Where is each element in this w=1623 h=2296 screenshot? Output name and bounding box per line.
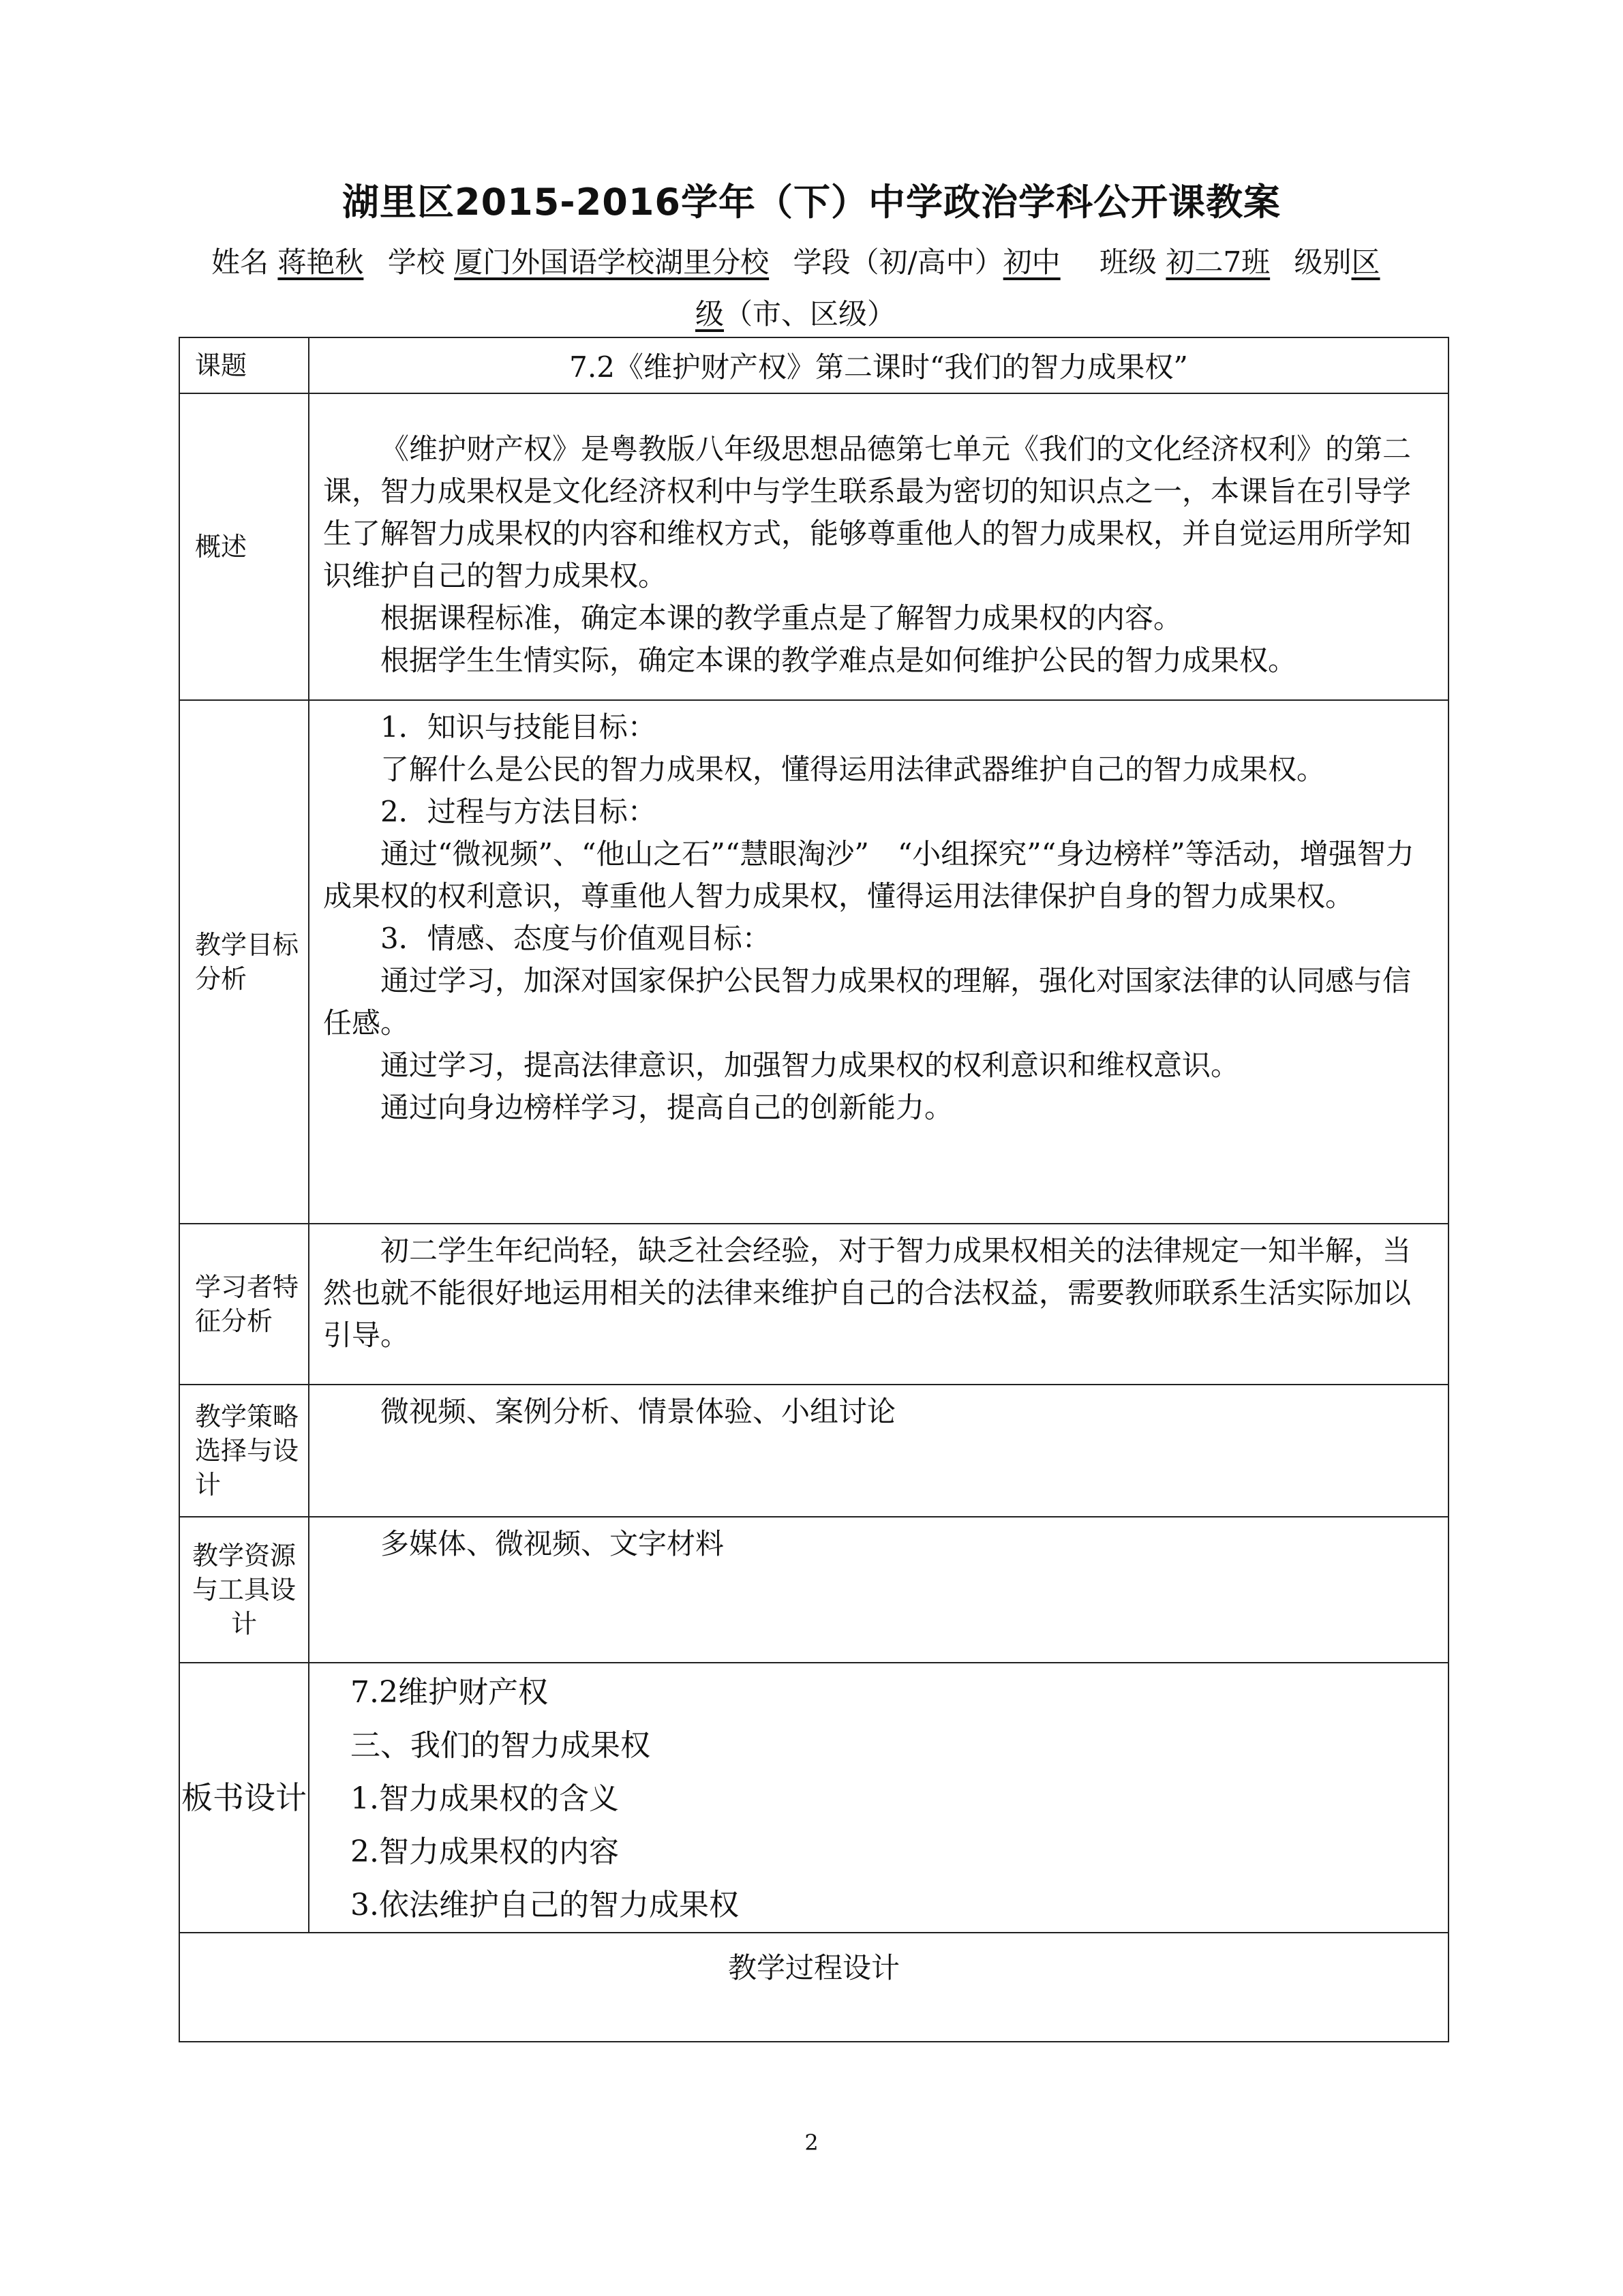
teacher-info-line-2 <box>695 292 896 333</box>
learners-label: 学习者特征分析 <box>179 1224 309 1385</box>
objective-heading: 2．过程与方法目标： <box>380 795 656 828</box>
school-label: 学校 <box>387 245 445 279</box>
board-line: 3.依法维护自己的智力成果权 <box>350 1888 739 1922</box>
objective-text: 通过“微视频”、“他山之石”“慧眼淘沙” “小组探究”“身边榜样”等活动，增强智力成果权的权利意识，尊重他人智力成果权，懂得运用法律保护自身的智力成果权。 <box>323 837 1414 913</box>
class-label: 班级 <box>1099 245 1157 279</box>
objectives-row <box>179 700 1448 1224</box>
teacher-info-line <box>211 240 1431 281</box>
page-title: 湖里区2015-2016学年（下）中学政治学科公开课教案 <box>342 181 1281 224</box>
resources-label: 教学资源与工具设计 <box>179 1517 309 1663</box>
board-content <box>309 1663 1448 1933</box>
stage-label: 学段（初/高中） <box>793 245 1003 279</box>
strategy-text: 微视频、案例分析、情景体验、小组讨论 <box>380 1395 896 1428</box>
page-number: 2 <box>804 2130 819 2156</box>
overview-label: 概述 <box>179 393 309 700</box>
overview-paragraph: 根据课程标准，确定本课的教学重点是了解智力成果权的内容。 <box>380 601 1183 635</box>
overview-paragraph: 根据学生生情实际，确定本课的教学难点是如何维护公民的智力成果权。 <box>380 644 1297 677</box>
board-line: 三、我们的智力成果权 <box>350 1728 650 1763</box>
objective-text: 了解什么是公民的智力成果权，懂得运用法律武器维护自己的智力成果权。 <box>380 753 1326 786</box>
class-value: 初二7班 <box>1166 245 1271 279</box>
board-row <box>179 1663 1448 1933</box>
objective-heading: 3．情感、态度与价值观目标： <box>380 922 771 955</box>
level-label: 级别 <box>1294 245 1352 279</box>
overview-paragraph: 《维护财产权》是粤教版八年级思想品德第七单元《我们的文化经济权利》的第二课，智力成果权是文化经济权利中与学生联系最为密切的知识点之一，本课旨在引导学生了解智力成果权的内容和维权方式，能够尊重他人的智力成果权，并自觉运用所学知识维护自己的智力成果权。 <box>323 432 1412 592</box>
objectives-content <box>309 700 1448 1224</box>
name-label: 姓名 <box>211 245 269 279</box>
learners-content <box>309 1224 1448 1385</box>
topic-row <box>179 337 1448 393</box>
process-title: 教学过程设计 <box>179 1933 1448 2042</box>
overview-content <box>309 393 1448 700</box>
school-value: 厦门外国语学校湖里分校 <box>454 245 770 279</box>
topic-label: 课题 <box>179 337 309 393</box>
resources-content <box>309 1517 1448 1663</box>
board-line: 7.2维护财产权 <box>350 1675 548 1710</box>
process-row <box>179 1933 1448 2042</box>
board-line: 2.智力成果权的内容 <box>350 1834 619 1869</box>
learners-text: 初二学生年纪尚轻，缺乏社会经验，对于智力成果权相关的法律规定一知半解，当然也就不能很好地运用相关的法律来维护自己的合法权益，需要教师联系生活实际加以引导。 <box>323 1234 1412 1352</box>
strategy-row <box>179 1385 1448 1517</box>
level-value-2: 级 <box>695 297 725 331</box>
board-line: 1.智力成果权的含义 <box>350 1781 619 1816</box>
objective-text: 通过学习，加深对国家保护公民智力成果权的理解，强化对国家法律的认同感与信任感。 <box>323 964 1412 1040</box>
objective-heading: 1．知识与技能目标： <box>380 710 656 744</box>
objective-text: 通过向身边榜样学习，提高自己的创新能力。 <box>380 1091 954 1124</box>
overview-row <box>179 393 1448 700</box>
level-value-1: 区 <box>1351 245 1380 279</box>
objective-text: 通过学习，提高法律意识，加强智力成果权的权利意识和维权意识。 <box>380 1048 1240 1082</box>
board-label: 板书设计 <box>179 1663 309 1933</box>
name-value: 蒋艳秋 <box>277 245 364 279</box>
level-note: （市、区级） <box>724 297 896 331</box>
lesson-plan-table <box>179 337 1449 2042</box>
learners-row <box>179 1224 1448 1385</box>
stage-value: 初中 <box>1003 245 1061 279</box>
resources-text: 多媒体、微视频、文字材料 <box>380 1527 725 1560</box>
strategy-content <box>309 1385 1448 1517</box>
strategy-label: 教学策略选择与设计 <box>179 1385 309 1517</box>
resources-row <box>179 1517 1448 1663</box>
objectives-label: 教学目标分析 <box>179 700 309 1224</box>
topic-value: 7.2《维护财产权》第二课时“我们的智力成果权” <box>309 337 1448 393</box>
